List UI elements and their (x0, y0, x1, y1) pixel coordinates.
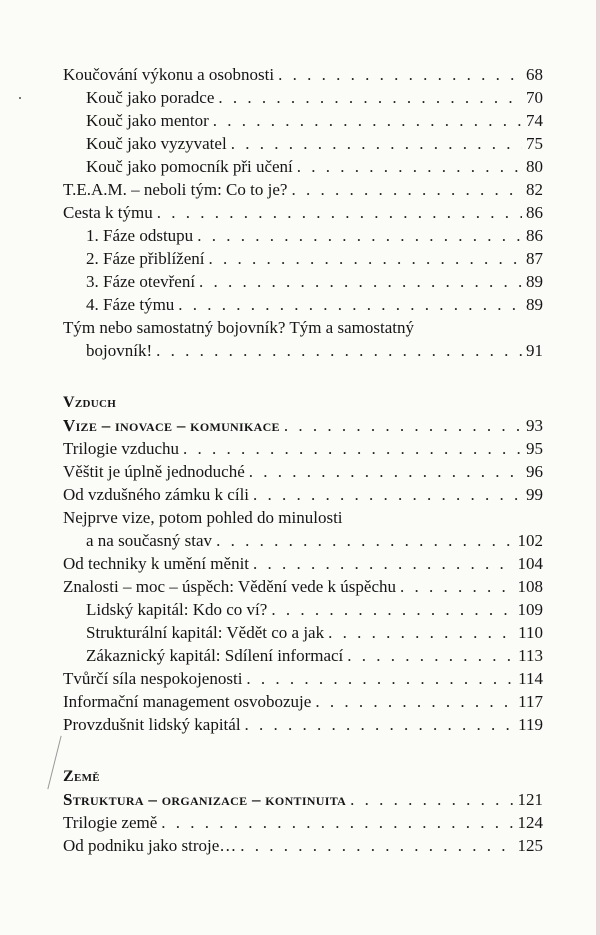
entry-page: 109 (517, 600, 543, 619)
entry-title: Provzdušnit lidský kapitál (63, 715, 241, 734)
entry-title: Od podniku jako stroje… (63, 836, 237, 855)
entry-page: 86 (526, 226, 543, 245)
entry-title: Informační management osvobozuje (63, 692, 312, 711)
toc-entry[interactable] (63, 621, 543, 644)
entry-page: 82 (526, 180, 543, 199)
entry-title: Od vzdušného zámku k cíli (63, 485, 250, 504)
toc-entry[interactable] (63, 811, 543, 834)
entry-title: 4. Fáze týmu (86, 295, 175, 314)
section-heading-vzduch: Vzduch (63, 394, 117, 411)
toc-entry[interactable] (63, 178, 543, 201)
dot-leader (249, 460, 522, 483)
entry-title: Tvůrčí síla nespokojenosti (63, 669, 243, 688)
dot-leader (209, 247, 523, 270)
toc-entry[interactable] (63, 690, 543, 713)
toc-entry[interactable] (63, 575, 543, 598)
dot-leader (197, 224, 522, 247)
pen-stroke (47, 736, 61, 790)
dot-leader (271, 598, 513, 621)
entry-title: Věštit je úplně jednoduché (63, 462, 245, 481)
entry-title: Kouč jako poradce (86, 88, 215, 107)
scan-speck (19, 97, 21, 99)
dot-leader (291, 178, 522, 201)
dot-leader (231, 132, 522, 155)
toc-entry[interactable] (63, 437, 543, 460)
dot-leader (284, 414, 522, 437)
entry-page: 96 (526, 462, 543, 481)
dot-leader (347, 644, 514, 667)
entry-title: Znalosti – moc – úspěch: Vědění vede k úspěchu (63, 577, 396, 596)
dot-leader (350, 788, 513, 811)
toc-entry-section[interactable] (63, 788, 543, 811)
toc-entry-section[interactable] (63, 414, 543, 437)
entry-page: 113 (518, 646, 543, 665)
dot-leader (315, 690, 514, 713)
entry-title: Koučování výkonu a osobnosti (63, 65, 275, 84)
dot-leader (253, 552, 513, 575)
entry-title: Kouč jako mentor (86, 111, 209, 130)
toc-entry[interactable] (63, 247, 543, 270)
toc-entry[interactable] (63, 86, 543, 109)
dot-leader (278, 63, 522, 86)
entry-title-line2: bojovník! (86, 341, 153, 360)
entry-title: T.E.A.M. – neboli tým: Co to je? (63, 180, 288, 199)
entry-title: 2. Fáze přiblížení (86, 249, 205, 268)
entry-page: 104 (517, 554, 543, 573)
toc-entry[interactable] (63, 132, 543, 155)
entry-title: Trilogie země (63, 813, 158, 832)
toc-entry[interactable] (63, 552, 543, 575)
entry-page: 108 (517, 577, 543, 596)
entry-page: 89 (526, 295, 543, 314)
toc-entry[interactable] (63, 506, 543, 552)
dot-leader (213, 109, 522, 132)
entry-page: 87 (526, 249, 543, 268)
entry-title-line2: a na současný stav (86, 531, 213, 550)
entry-page: 80 (526, 157, 543, 176)
entry-title: Strukturální kapitál: Vědět co a jak (86, 623, 325, 642)
entry-page: 91 (526, 341, 543, 360)
entry-page: 86 (526, 203, 543, 222)
toc-entry[interactable] (63, 270, 543, 293)
entry-page: 74 (526, 111, 543, 130)
dot-leader (183, 437, 522, 460)
toc-entry[interactable] (63, 316, 543, 362)
entry-title: Kouč jako pomocník při učení (86, 157, 293, 176)
entry-page: 95 (526, 439, 543, 458)
entry-title: Zákaznický kapitál: Sdílení informací (86, 646, 344, 665)
section-subheading: Struktura – organizace – kontinuita (63, 790, 347, 809)
entry-page: 124 (517, 813, 543, 832)
toc-entry[interactable] (63, 293, 543, 316)
table-of-contents (63, 63, 543, 857)
toc-entry[interactable] (63, 644, 543, 667)
dot-leader (216, 529, 513, 552)
entry-title: Cesta k týmu (63, 203, 153, 222)
dot-leader (328, 621, 514, 644)
entry-title: Od techniky k umění měnit (63, 554, 250, 573)
entry-title: Trilogie vzduchu (63, 439, 180, 458)
toc-entry[interactable] (63, 224, 543, 247)
entry-page: 125 (517, 836, 543, 855)
entry-title-line1: Nejprve vize, potom pohled do minulosti (63, 508, 343, 527)
dot-leader (218, 86, 522, 109)
entry-title-line1: Tým nebo samostatný bojovník? Tým a samostatný (63, 318, 414, 337)
entry-page: 75 (526, 134, 543, 153)
dot-leader (178, 293, 522, 316)
toc-entry[interactable] (63, 201, 543, 224)
toc-entry[interactable] (63, 63, 543, 86)
page-edge (596, 0, 600, 935)
toc-entry[interactable] (63, 483, 543, 506)
entry-title: Kouč jako vyzyvatel (86, 134, 227, 153)
dot-leader (157, 201, 522, 224)
toc-entry[interactable] (63, 667, 543, 690)
entry-title: Lidský kapitál: Kdo co ví? (86, 600, 268, 619)
dot-leader (199, 270, 522, 293)
entry-page: 89 (526, 272, 543, 291)
entry-page: 68 (526, 65, 543, 84)
section-subheading: Vize – inovace – komunikace (63, 416, 280, 435)
entry-page: 121 (517, 790, 543, 809)
entry-page: 117 (518, 692, 543, 711)
dot-leader (253, 483, 522, 506)
toc-entry[interactable] (63, 834, 543, 857)
dot-leader (161, 811, 513, 834)
entry-page: 110 (518, 623, 543, 642)
dot-leader (297, 155, 522, 178)
entry-page: 114 (518, 669, 543, 688)
entry-page: 93 (526, 416, 543, 435)
dot-leader (245, 713, 515, 736)
toc-entry[interactable] (63, 155, 543, 178)
dot-leader (400, 575, 514, 598)
dot-leader (156, 339, 522, 362)
entry-title: 1. Fáze odstupu (86, 226, 194, 245)
toc-entry[interactable] (63, 460, 543, 483)
entry-page: 99 (526, 485, 543, 504)
toc-entry[interactable] (63, 109, 543, 132)
dot-leader (240, 834, 513, 857)
entry-page: 102 (517, 531, 543, 550)
dot-leader (246, 667, 514, 690)
entry-title: 3. Fáze otevření (86, 272, 196, 291)
toc-entry[interactable] (63, 598, 543, 621)
entry-page: 70 (526, 88, 543, 107)
entry-page: 119 (518, 715, 543, 734)
toc-entry[interactable] (63, 713, 543, 736)
section-heading-zeme: Země (63, 768, 100, 785)
